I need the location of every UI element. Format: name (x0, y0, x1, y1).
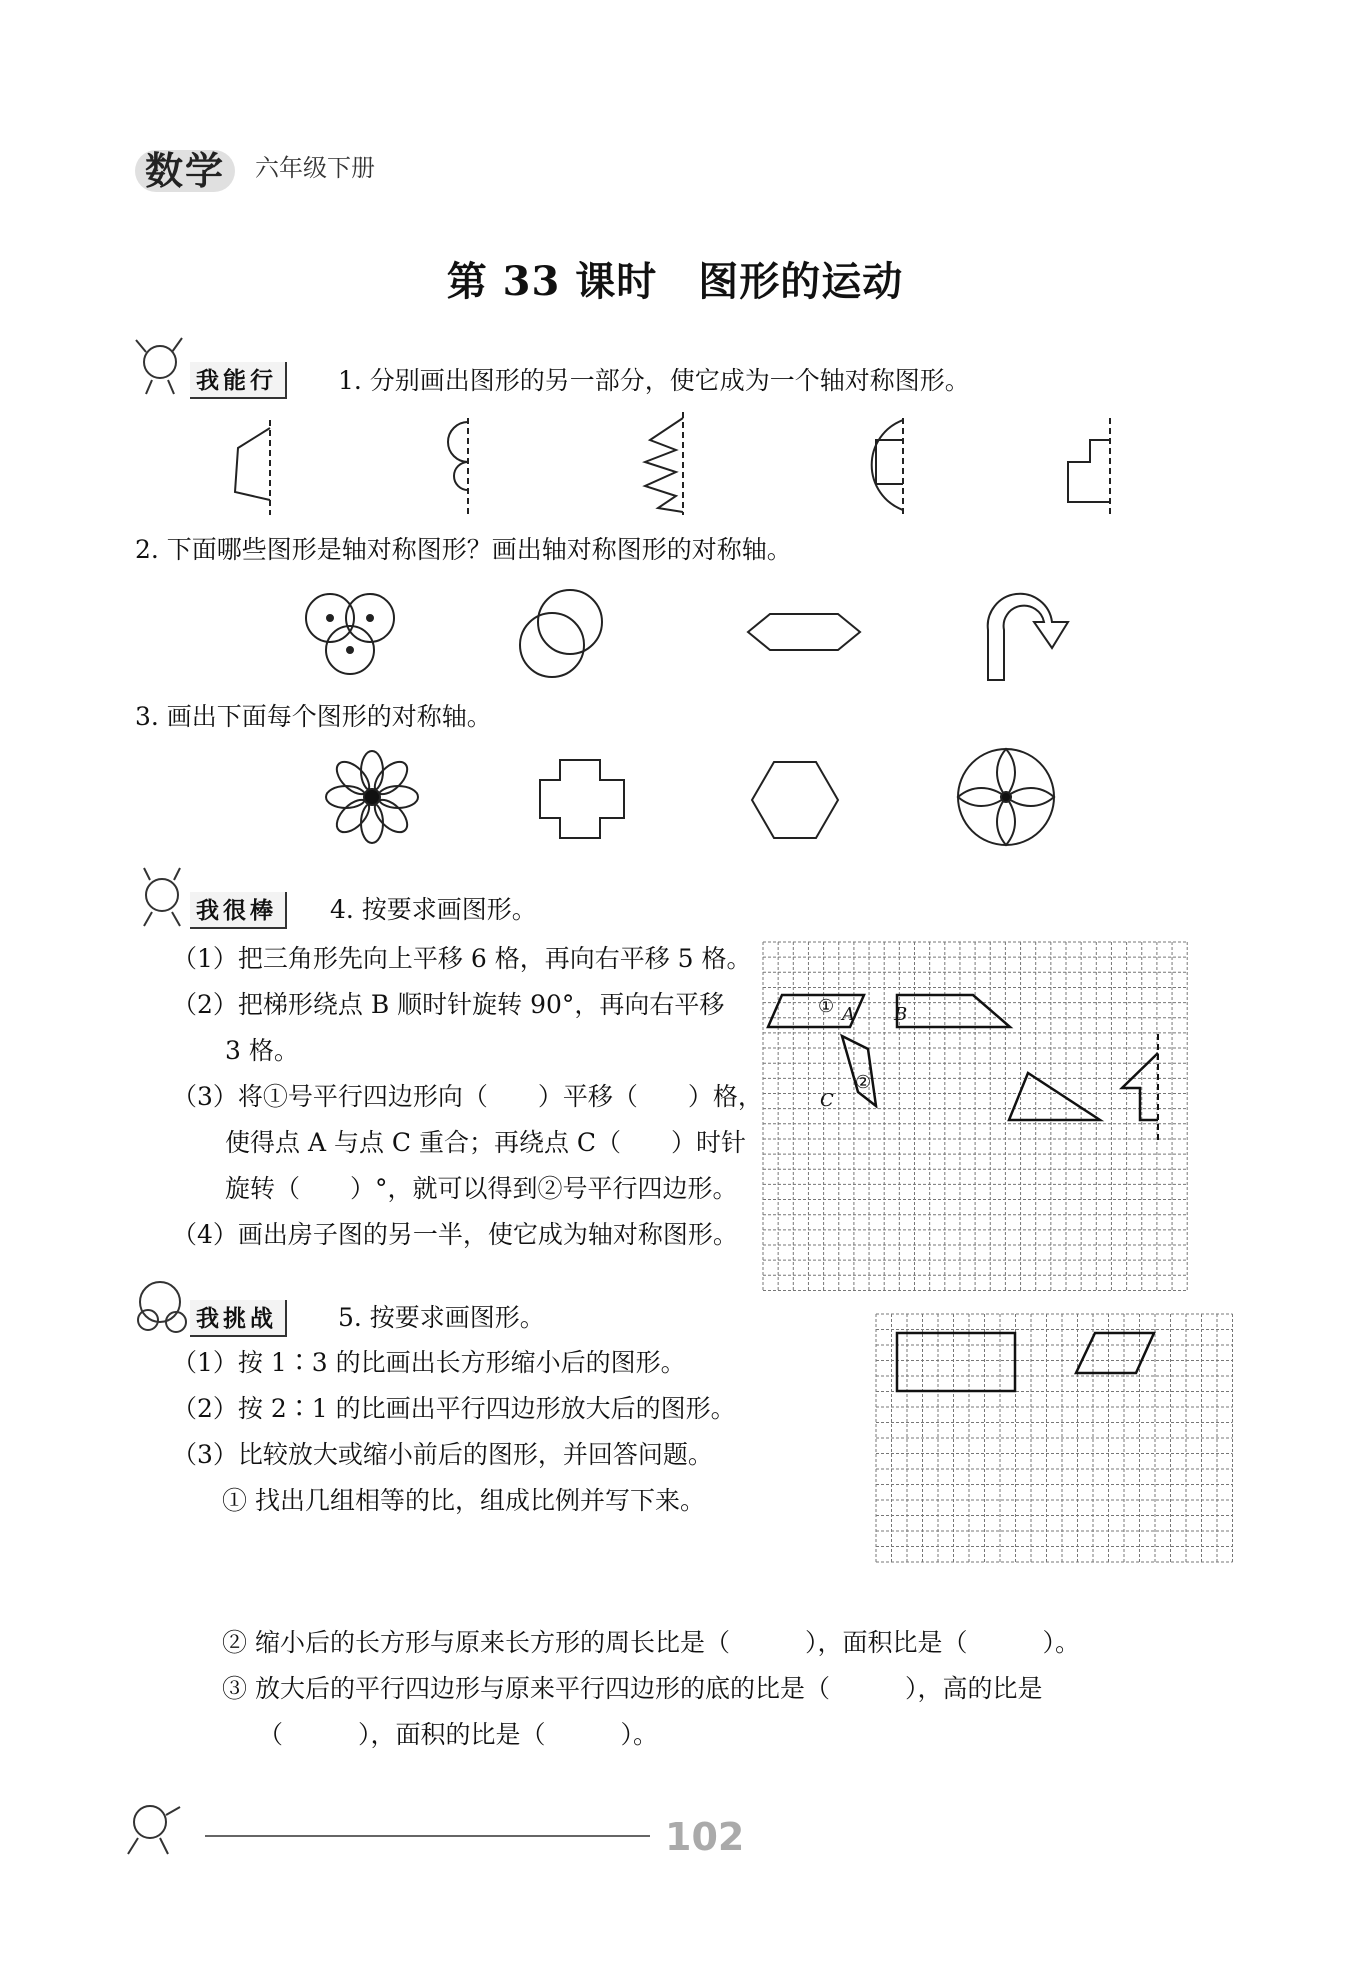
page-number: 102 (665, 1815, 745, 1859)
question-4-2b: 3 格。 (225, 1036, 299, 1065)
question-4-4: （4）画出房子图的另一半，使它成为轴对称图形。 (172, 1220, 738, 1249)
question-4-3a: （3）将①号平行四边形向（ ）平移（ ）格， (172, 1082, 763, 1111)
mascot-icon-2 (144, 868, 180, 926)
page-title: 第 33 课时 图形的运动 (446, 258, 904, 305)
question-5-3-3b: （ ），面积的比是（ ）。 (258, 1720, 659, 1749)
question-4-1: （1）把三角形先向上平移 6 格，再向右平移 5 格。 (172, 944, 752, 973)
q5-figures (897, 1333, 1154, 1391)
q3-figures (326, 749, 1054, 845)
question-5-1: （1）按 1∶3 的比画出长方形缩小后的图形。 (172, 1348, 686, 1377)
question-5-3: （3）比较放大或缩小前后的图形，并回答问题。 (172, 1440, 713, 1469)
label-C: C (820, 1090, 834, 1111)
question-1: 1. 分别画出图形的另一部分，使它成为一个轴对称图形。 (338, 366, 970, 395)
badge-wo-neng-xing: 我能行 (190, 362, 287, 399)
q2-figures (306, 590, 1068, 680)
header-grade: 六年级下册 (255, 154, 375, 182)
badge-wo-hen-bang: 我很棒 (190, 892, 287, 929)
question-5-3-2: ② 缩小后的长方形与原来长方形的周长比是（ ），面积比是（ ）。 (222, 1628, 1080, 1657)
question-5-3-1: ① 找出几组相等的比，组成比例并写下来。 (222, 1486, 705, 1515)
label-circle-1: ① (818, 996, 835, 1017)
label-circle-2: ② (855, 1072, 872, 1093)
question-4-3c: 旋转（ ）°，就可以得到②号平行四边形。 (225, 1174, 738, 1203)
mascot-icon-3 (138, 1282, 186, 1332)
header-subject: 数学 (145, 149, 226, 193)
question-4-3b: 使得点 A 与点 C 重合；再绕点 C（ ）时针 (225, 1128, 747, 1157)
question-5-2: （2）按 2∶1 的比画出平行四边形放大后的图形。 (172, 1394, 736, 1423)
question-2: 2. 下面哪些图形是轴对称图形？画出轴对称图形的对称轴。 (135, 535, 792, 564)
question-3: 3. 画出下面每个图形的对称轴。 (135, 702, 492, 731)
footer-rule (205, 1835, 650, 1837)
label-A: A (842, 1004, 855, 1025)
mascot-icon-1 (136, 338, 182, 394)
question-4-2a: （2）把梯形绕点 B 顺时针旋转 90°，再向右平移 (172, 990, 725, 1019)
question-5: 5. 按要求画图形。 (338, 1303, 545, 1332)
label-B: B (894, 1004, 908, 1025)
mascot-icon-footer (128, 1806, 180, 1854)
q5-grid (876, 1314, 1233, 1562)
question-4: 4. 按要求画图形。 (330, 895, 537, 924)
badge-wo-tiao-zhan: 我挑战 (190, 1300, 287, 1337)
q1-figures (235, 412, 1110, 515)
question-5-3-3a: ③ 放大后的平行四边形与原来平行四边形的底的比是（ ），高的比是 (222, 1674, 1043, 1703)
